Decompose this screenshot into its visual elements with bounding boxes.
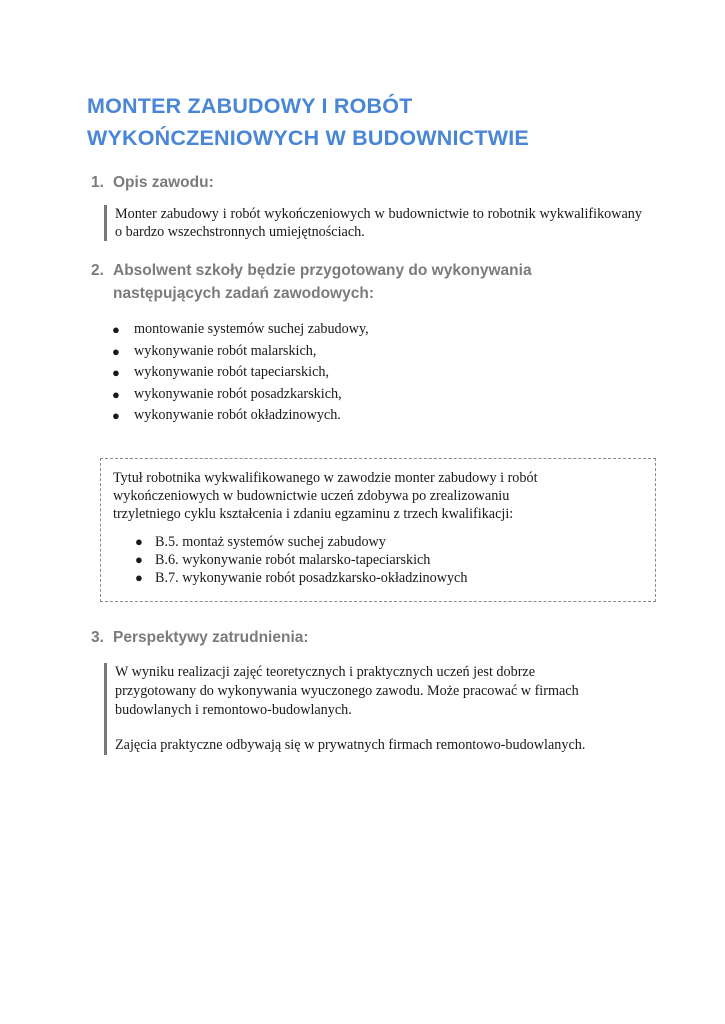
qualifications-box (100, 458, 656, 602)
section-2-heading (91, 259, 651, 305)
title-line-1: MONTER ZABUDOWY I ROBÓT (87, 94, 413, 118)
list-item: ● wykonywanie robót okładzinowych. (112, 405, 369, 427)
section-1-heading (91, 171, 214, 194)
section-3-description (104, 663, 675, 755)
box-text-line-1: Tytuł robotnika wykwalifikowanego w zawodzie monter zabudowy i robót (113, 470, 538, 486)
section-1-title: Opis zawodu: (113, 174, 214, 191)
section-2-number: 2. (91, 262, 104, 279)
list-item: ● B.5. montaż systemów suchej zabudowy (135, 534, 386, 550)
title-line-2: WYKOŃCZENIOWYCH W BUDOWNICTWIE (87, 126, 529, 150)
para-2: Zajęcia praktyczne odbywają się w prywatnych firmach remontowo-budowlanych. (115, 737, 586, 753)
para-1-line-1: W wyniku realizacji zajęć teoretycznych i praktycznych uczeń jest dobrze (115, 664, 536, 680)
qualifications-list (113, 533, 643, 587)
box-text-line-2: wykończeniowych w budownictwie uczeń zdobywa po zrealizowaniu (113, 488, 510, 504)
bullet-icon: ● (112, 343, 120, 359)
section-2-title-line-2: następujących zadań zawodowych: (113, 285, 374, 302)
tasks-list (112, 319, 369, 427)
list-item: ● B.6. wykonywanie robót malarsko-tapeciarskich (135, 552, 431, 568)
bullet-icon: ● (112, 386, 120, 402)
bullet-icon: ● (135, 534, 143, 549)
section-1-number: 1. (91, 174, 104, 191)
section-2-title-line-1: Absolwent szkoły będzie przygotowany do wykonywania (113, 262, 532, 279)
list-item: ● montowanie systemów suchej zabudowy, (112, 319, 369, 341)
bullet-icon: ● (112, 322, 120, 337)
section-3-title: Perspektywy zatrudnienia: (113, 629, 309, 646)
list-item: ● wykonywanie robót posadzkarskich, (112, 384, 369, 406)
para-1-line-2: przygotowany do wykonywania wyuczonego zawodu. Może pracować w firmach (115, 683, 579, 699)
section-3-number: 3. (91, 629, 104, 646)
bullet-icon: ● (112, 408, 120, 423)
list-item: ● B.7. wykonywanie robót posadzkarsko-okładzinowych (135, 570, 468, 586)
section-1-description (104, 205, 642, 241)
bullet-icon: ● (135, 570, 143, 585)
list-item: ● wykonywanie robót tapeciarskich, (112, 362, 369, 384)
box-text-line-3: trzyletniego cyklu kształcenia i zdaniu egzaminu z trzech kwalifikacji: (113, 506, 514, 522)
section-3-heading (91, 626, 309, 649)
bullet-icon: ● (112, 365, 120, 380)
bullet-icon: ● (135, 552, 143, 567)
para-1-line-3: budowlanych i remontowo-budowlanych. (115, 702, 352, 718)
page-title (87, 90, 667, 154)
list-item: ● wykonywanie robót malarskich, (112, 341, 369, 363)
section-1-text: Monter zabudowy i robót wykończeniowych w budownictwie to robotnik wykwalifikowany o bardzo wszechstronnych umiejętnościach. (115, 206, 642, 240)
